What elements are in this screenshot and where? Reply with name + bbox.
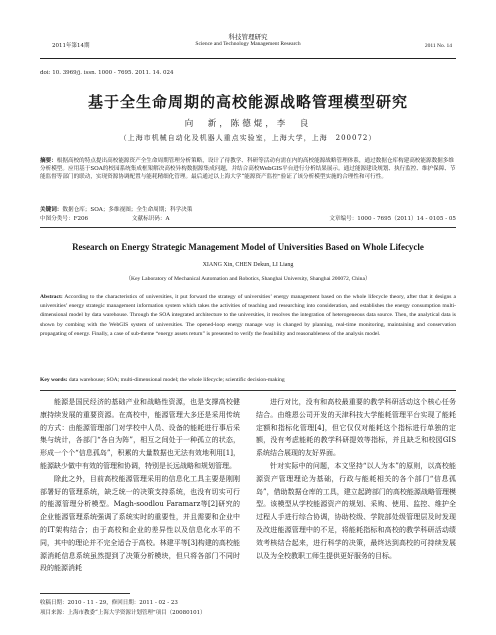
abstract-cn-text: 根据高校的特点提出高校能源资产全生命周期管理分析策略，设计了待教学、科研等活动有需在内的高校能源战略管理体系，通过数据仓库构建高校能源数据多维分析模型。应用基于SOA的校园系统集成框架解决高校异构数据源集成问题，并结合高校WebGIS平台进行分析结果展示。通过能源建设规划、执行监控、维护保障、节能监督等部门的联动，实现资源协调配置与能耗精细化管理。最后通过以上海大学“能源资产监控”验证了该分析模型实施的合理性和可行性。: [40, 158, 456, 180]
abstract-cn: [40, 157, 456, 181]
title-cn: 基于全生命周期的高校能源战略管理模型研究: [87, 93, 408, 111]
document-code: 文献标识码：A: [131, 216, 170, 222]
classification-cn: [40, 214, 456, 222]
footnote-rule: [40, 593, 130, 594]
clc-number: 中图分类号：F206: [40, 216, 89, 222]
issue-label: 2011年第14期: [52, 43, 90, 49]
abstract-en: [40, 293, 456, 339]
body-paragraph: 能源是国民经济的基础产业和战略性资源，也是支撑高校健康持续发展的重要资源。在高校中，能源管理大多还是采用传统的方式：由能源管理部门对学校中人员、设备的能耗进行事后采集与统计，各部门“各自为阵”，相互之间处于一种孤立的状态，形成一个个“信息孤岛”，积累的大量数据也无法有效地利用[1]，能源缺少做中有效的管理和协调，特别是长远战略和规划管理。: [40, 398, 240, 470]
authors-en: XIANG Xin, CHEN Dekun, LI Liang: [202, 262, 294, 268]
body-rule: [40, 390, 456, 391]
keywords-en: [40, 377, 456, 383]
authors-cn: 向 新，陈德焜，李 良: [184, 119, 312, 129]
keywords-cn-text: 数据仓库；SOA；多维视图；全生命周期；科学决策: [62, 207, 193, 213]
keywords-cn-label: 关键词：: [40, 207, 63, 213]
abstract-cn-label: 摘要：: [40, 158, 57, 164]
keywords-en-label: Key words:: [40, 377, 68, 383]
abstract-en-text: According to the characteristics of universities, it put forward the strategy of universities’ energy management based on the whole lifecycle theory, after that it designs a universities’ energy strategic management information system which takes the activities of teaching and researching into consideration, and establishes the energy consumption multi-dimensional model by data warehouse. Through the SOA integrated architecture to the universities, it resolves the integration of heterogeneous data source. Then, the analytical data is shown by combing with the WebGIS system of universities. The opened-loop energy manage way is changed by planning, real-time monitoring, maintaining and conservation propagating of energy. Finally, a case of sub-theme “energy assets return” is presented to verify the feasibility and reasonableness of the analysis model.: [40, 294, 456, 337]
footnote-received: 收稿日期：2010 - 11 - 29，修回日期：2011 - 02 - 23: [40, 600, 178, 606]
body-paragraph: 除此之外，目前高校能源管理采用的信息化工具主要是刚刚部署好的管理系统，缺乏统一的决策支持系统，也没有切实可行的能源管理分析模型。Magh-soodlou Faramarz等[2]研究的企业能源管理系统强调了系统实时的重要性，并且需要和企业中的IT架构结合；由于高校和企业的差异性以及信息化水平的不同，其中的理论并不完全适合于高校。林建平等[3]构建的高校能源消耗信息系统虽然提到了决策分析模块，但只将各部门不同时段的能源消耗: [40, 474, 240, 573]
title-en: Research on Energy Strategic Management Model of Universities Based on Whole Lifecycle: [72, 242, 424, 252]
abstract-en-label: Abstract:: [40, 294, 63, 300]
keywords-cn: [40, 205, 456, 213]
journal-name-en: Science and Technology Management Research: [195, 41, 301, 47]
journal-header: [160, 34, 336, 48]
abstract-rule: [40, 227, 456, 228]
article-number: 文章编号：1000 - 7695（2011）14 - 0105 - 05: [329, 216, 456, 222]
body-paragraph: 进行对比，没有和高校最重要的教学科研活动这个核心任务结合。由维恩公司开发的天津科技大学能耗管理平台实现了能耗定额和指标化管理[4]，但它仅仅对能耗这个指标进行单独的定额，没有考虑能耗的教学科研提效等指标，并且缺乏和校园GIS系统结合展现的友好界面。: [256, 398, 456, 458]
footnote-fund: 项目来源：上海市教委“上海大学资源计划管理”项目（20080101）: [40, 610, 206, 616]
body-column-left: [40, 396, 240, 575]
affiliation-en: （Key Laboratory of Mechanical Automation and Robotics, Shanghai University, Shanghai 200072, China）: [125, 276, 371, 282]
keywords-en-text: data warehouse; SOA; multi-dimensional model; the whole lifecycle; scientific decision-making: [67, 377, 285, 383]
issue-number: 2011 No. 14: [424, 43, 452, 49]
body-column-right: [256, 396, 456, 562]
body-paragraph: 针对实际中的问题，本文坚持“以人为本”的原则，以高校能源资产管理理论为基础，行政与能耗相关的各个部门“信息孤岛”，借助数据仓库的工具，建立起跨部门的高校能源战略管理模型。该模型从学校能源资产的规划、采购、使用、监控、维护全过程人手进行综合协调，协助校级、学院部处级管理层及时发现及改进能源管理中的不足，将能耗指标和高校的教学科研活动绩效考核结合起来，进行科学的决策，最终达到高校的可持续发展以及为全校教职工师生提供更好服务的目标。: [256, 461, 456, 560]
affiliation-cn: （上海市机械自动化及机器人重点实验室，上海大学，上海 200072）: [119, 134, 377, 142]
header-rule: [40, 58, 456, 59]
doi: doi: 10. 3969/j. issn. 1000 - 7695. 2011. 14. 024: [40, 70, 174, 76]
journal-name-cn: 科技管理研究: [228, 33, 268, 41]
